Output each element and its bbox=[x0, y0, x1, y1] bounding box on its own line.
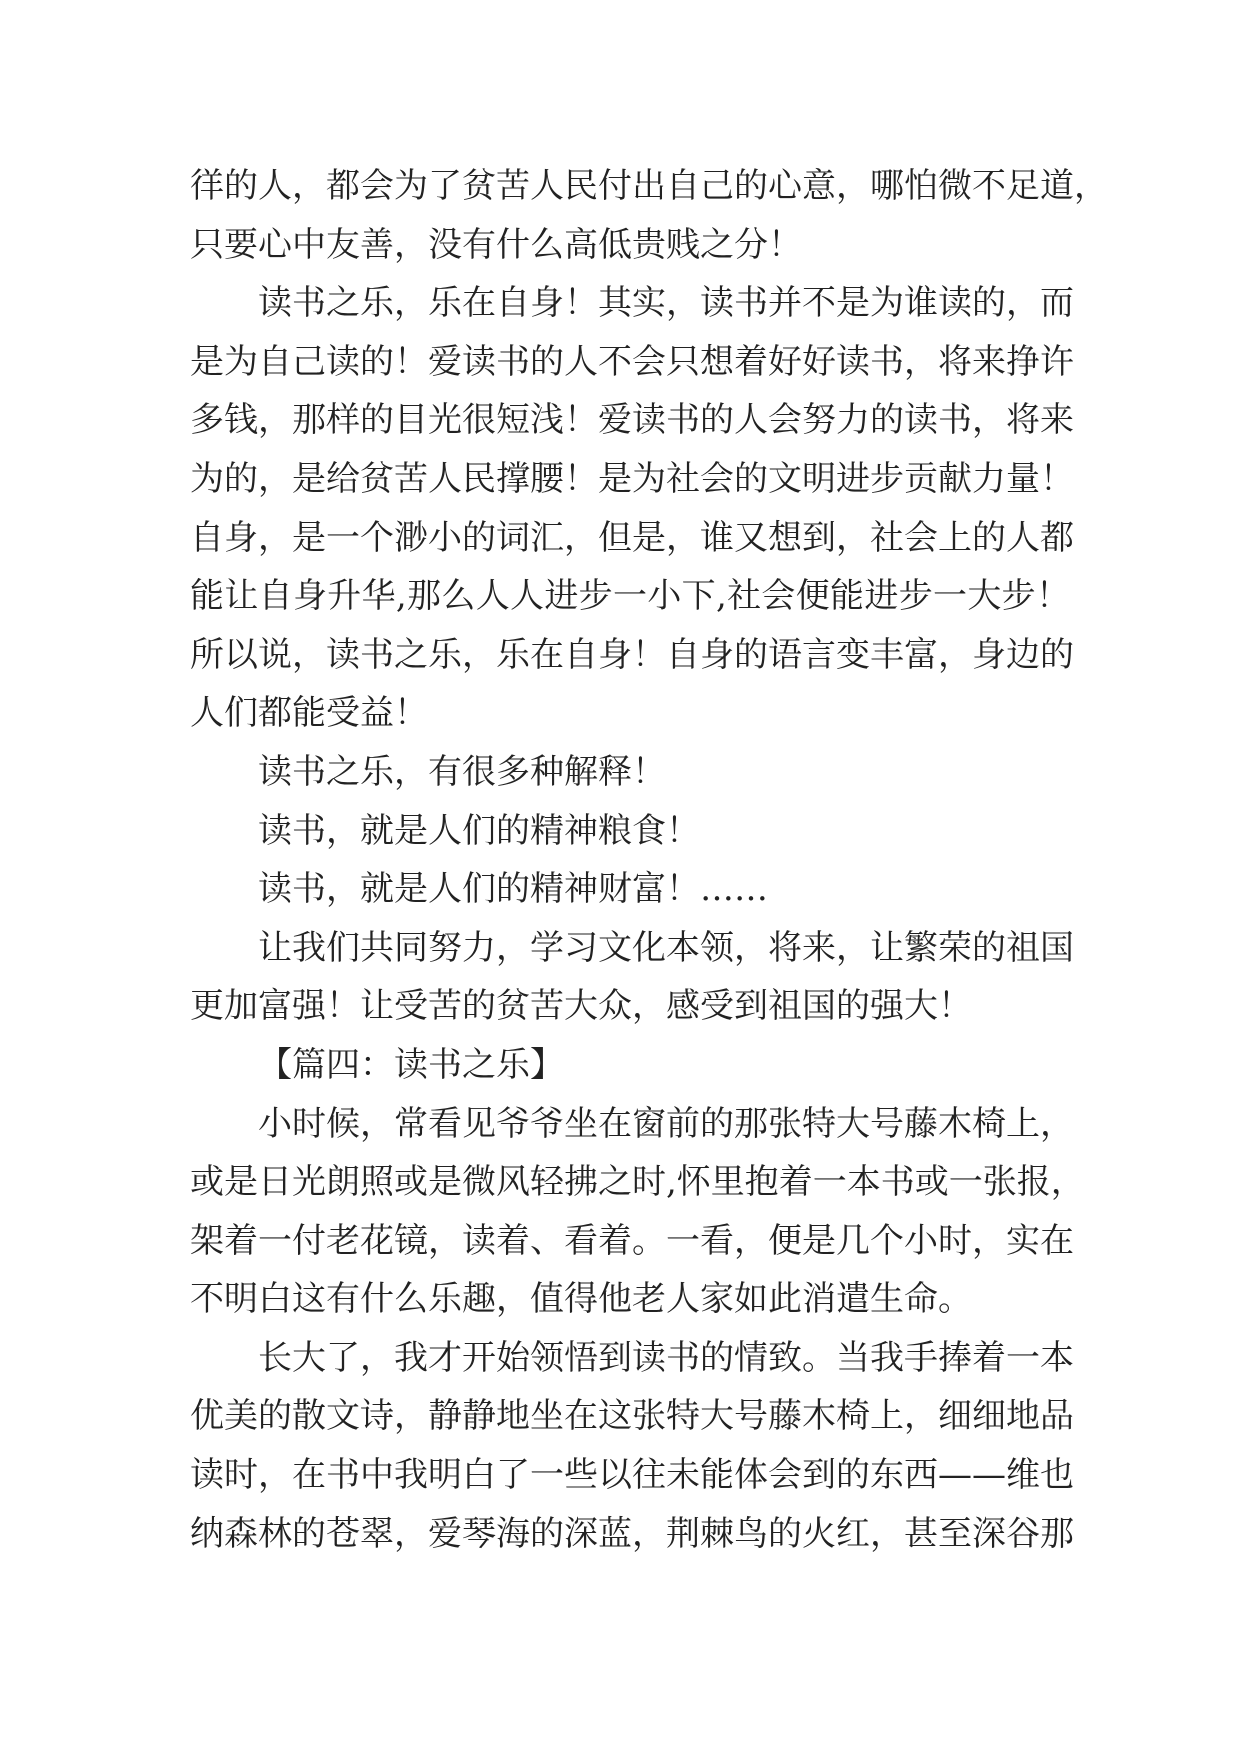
body-text bbox=[190, 157, 1108, 1563]
text-line: 或是日光朗照或是微风轻拂之时,怀里抱着一本书或一张报， bbox=[190, 1162, 1085, 1203]
text-line: 读书之乐，有很多种解释！ bbox=[258, 751, 666, 792]
text-line: 徉的人，都会为了贫苦人民付出自己的心意，哪怕微不足道， bbox=[190, 166, 1108, 206]
text-line: 只要心中友善，没有什么高低贵贱之分！ bbox=[190, 224, 802, 265]
text-line: 优美的散文诗，静静地坐在这张特大号藤木椅上，细细地品 bbox=[190, 1396, 1074, 1437]
text-line: 自身，是一个渺小的词汇，但是，谁又想到，社会上的人都 bbox=[190, 517, 1074, 558]
text-line: 让我们共同努力，学习文化本领，将来，让繁荣的祖国 bbox=[258, 927, 1074, 968]
text-line: 能让自身升华,那么人人进步一小下,社会便能进步一大步！ bbox=[190, 576, 1070, 617]
text-line: 小时候，常看见爷爷坐在窗前的那张特大号藤木椅上， bbox=[258, 1103, 1074, 1144]
text-line: 【篇四：读书之乐】 bbox=[258, 1044, 564, 1085]
text-line: 人们都能受益！ bbox=[190, 693, 428, 734]
text-line: 多钱，那样的目光很短浅！爱读书的人会努力的读书，将来 bbox=[190, 400, 1074, 441]
text-line: 所以说，读书之乐，乐在自身！自身的语言变丰富，身边的 bbox=[190, 634, 1074, 675]
text-line: 读书，就是人们的精神财富！…… bbox=[258, 869, 768, 910]
text-line: 架着一付老花镜，读着、看着。一看，便是几个小时，实在 bbox=[190, 1220, 1074, 1261]
text-line: 长大了，我才开始领悟到读书的情致。当我手捧着一本 bbox=[258, 1337, 1074, 1378]
text-line: 更加富强！让受苦的贫苦大众，感受到祖国的强大！ bbox=[190, 986, 972, 1027]
text-line: 为的，是给贫苦人民撑腰！是为社会的文明进步贡献力量！ bbox=[190, 458, 1074, 499]
text-line: 是为自己读的！爱读书的人不会只想着好好读书，将来挣许 bbox=[190, 341, 1074, 382]
text-line: 不明白这有什么乐趣，值得他老人家如此消遣生命。 bbox=[190, 1279, 972, 1320]
text-line: 读书，就是人们的精神粮食！ bbox=[258, 810, 700, 851]
text-line: 读时，在书中我明白了一些以往未能体会到的东西——维也 bbox=[190, 1455, 1074, 1496]
text-line: 纳森林的苍翠，爱琴海的深蓝，荆棘鸟的火红，甚至深谷那 bbox=[190, 1513, 1074, 1554]
text-line: 读书之乐，乐在自身！其实，读书并不是为谁读的，而 bbox=[258, 283, 1074, 324]
